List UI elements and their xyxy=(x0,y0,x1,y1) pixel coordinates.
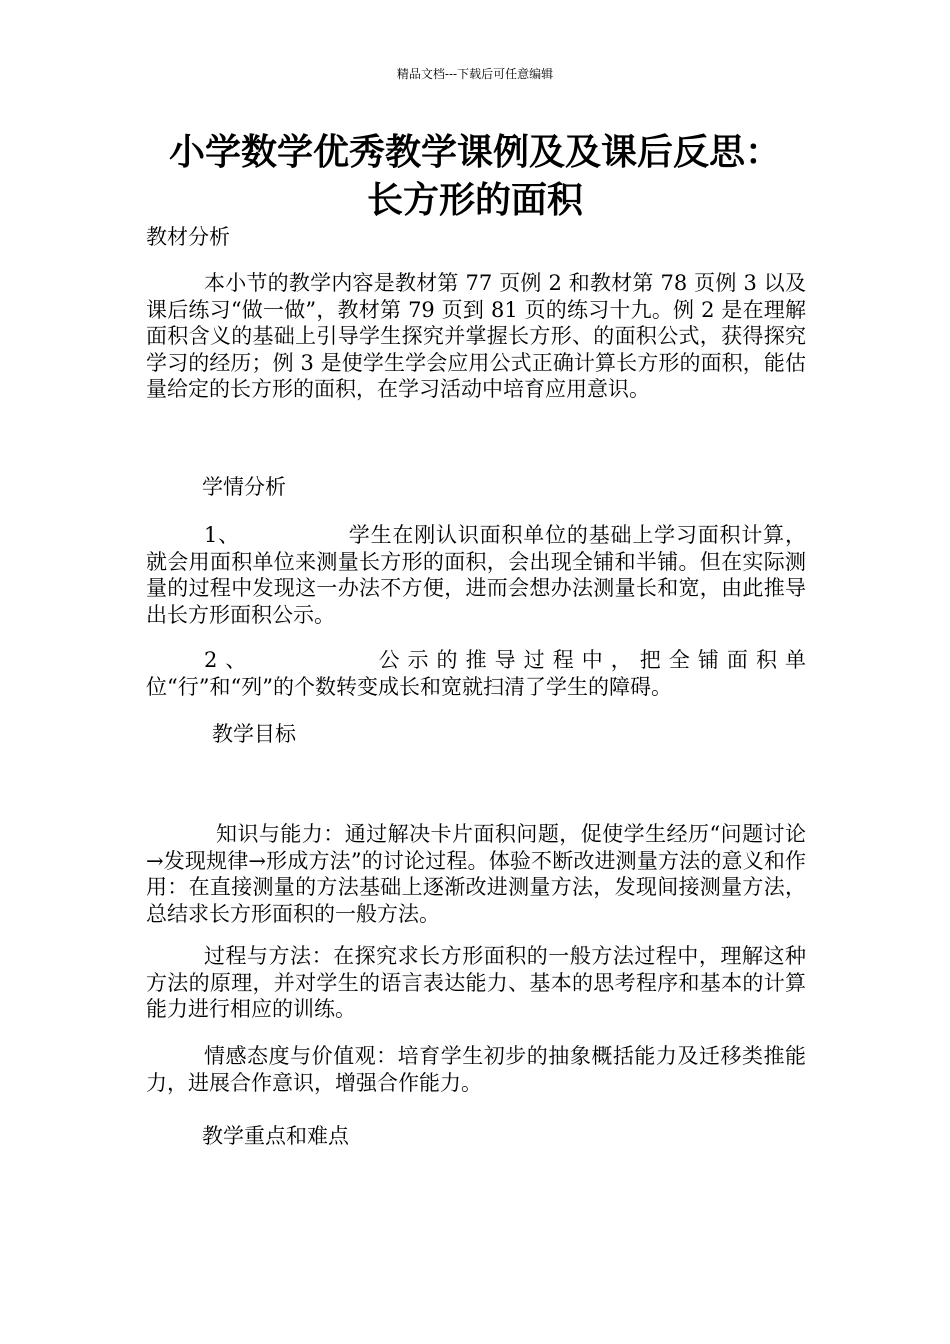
section-heading-materials: 教材分析 xyxy=(146,225,230,249)
document-title-line-1: 小学数学优秀教学课例及及课后反思： xyxy=(168,131,781,173)
section-heading-key-points: 教学重点和难点 xyxy=(202,1124,349,1148)
paragraph-goal-knowledge: 知识与能力：通过解决卡片面积问题，促使学生经历“问题讨论→发现规律→形成方法”的讨论过程。体验不断改进测量方法的意义和作用：在直接测量的方法基础上逐渐改进测量方法，发现间接测量方法，总结求长方形面积的一般方法。 xyxy=(146,822,806,926)
item-2-text: 公示的推导过程中，把全铺面积单位“行”和“列”的个数转变成长和宽就扫清了学生的障碍。 xyxy=(146,648,806,699)
paragraph-goal-emotion: 情感态度与价值观：培育学生初步的抽象概括能力及迁移类推能力，进展合作意识，增强合作能力。 xyxy=(146,1044,806,1095)
paragraph-situation-item-2 xyxy=(146,647,806,700)
item-2-number: 2、 xyxy=(204,648,255,672)
paragraph-goal-process: 过程与方法：在探究求长方形面积的一般方法过程中，理解这种方法的原理，并对学生的语言表达能力、基本的思考程序和基本的计算能力进行相应的训练。 xyxy=(146,944,806,1021)
paragraph-situation-item-1 xyxy=(146,522,806,628)
item-1-number: 1、 xyxy=(204,523,240,547)
item-1-text: 学生在刚认识面积单位的基础上学习面积计算，就会用面积单位来测量长方形的面积，会出现全铺和半铺。但在实际测量的过程中发现这一办法不方便，进而会想办法测量长和宽，由此推导出长方形面积公示。 xyxy=(146,523,806,627)
section-heading-student-situation: 学情分析 xyxy=(202,475,286,499)
header-note: 精品文档---下载后可任意编辑 xyxy=(396,67,554,81)
section-heading-teaching-goals: 教学目标 xyxy=(212,722,296,746)
paragraph-materials-analysis: 本小节的教学内容是教材第 77 页例 2 和教材第 78 页例 3 以及课后练习“做一做”，教材第 79 页到 81 页的练习十九。例 2 是在理解面积含义的基础上引导学生探究并掌握长方形、的面积公式，获得探究学习的经历；例 3 是使学生学会应用公式正确计算长方形的面积，能估量给定的长方形的面积，在学习活动中培育应用意识。 xyxy=(146,271,806,401)
document-title-line-2: 长方形的面积 xyxy=(366,179,583,221)
